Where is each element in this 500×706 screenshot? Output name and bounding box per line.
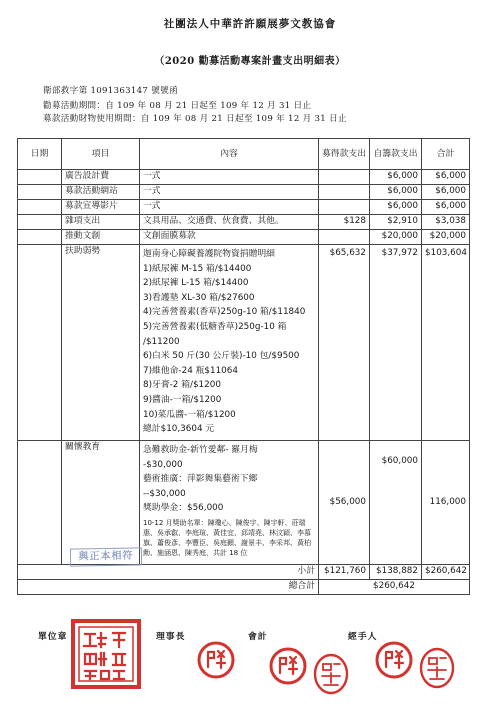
cell-total: $6,000 [422, 170, 470, 185]
care-line: 藝術推廣：萍影舞集藝術下鄉 [143, 474, 258, 485]
unit-seal-label: 單位章 [38, 632, 68, 642]
aid-line: 2)紙尿褲 L-15 箱/$14400 [143, 278, 249, 289]
subtotal-label: 小計 [18, 565, 319, 580]
cell-self: $6,000 [370, 200, 422, 215]
cell-total: $20,000 [422, 230, 470, 245]
care-line: --$30,000 [143, 488, 186, 499]
care-line: 急難救助金-新竹愛鄰- 羅月梅 [143, 445, 258, 455]
table-row [18, 215, 470, 230]
org-title: 社團法人中華許許願展夢文教協會 [163, 18, 337, 30]
cell-item: 雜項支出 [62, 215, 140, 230]
table-row-aid [18, 245, 470, 441]
cell-total: $103,604 [422, 245, 470, 441]
cell-raised [319, 170, 370, 185]
aid-line: 總計$10,3604 元 [143, 424, 215, 435]
aid-line: /$11200 [143, 336, 180, 347]
cell-total: 116,000 [422, 441, 470, 565]
cell-raised: $128 [319, 215, 370, 230]
aid-line: 5)完善營養素(低糖香草)250g-10 箱 [143, 321, 287, 332]
col-total: 合計 [422, 139, 470, 170]
cell-content: 文具用品、交通費、伙食費、其他。 [140, 215, 319, 230]
aid-line: 4)完善營養素(香草)250g-10 箱/$11840 [143, 307, 306, 318]
grand-total-label: 總合計 [18, 580, 319, 595]
director-seal [196, 640, 236, 680]
cell-content: 一式 [140, 170, 319, 185]
cell-date [18, 170, 62, 185]
table-row [18, 200, 470, 215]
report-subtitle: （2020 勸募活動專案計畫支出明細表） [154, 56, 346, 67]
care-line: 獎助學金：$56,000 [143, 503, 224, 514]
cell-total: $6,000 [422, 200, 470, 215]
director-label: 理事長 [156, 632, 186, 642]
col-date: 日期 [18, 139, 62, 170]
accountant-label: 會計 [248, 632, 268, 642]
grand-total-value: $260,642 [319, 580, 470, 595]
cell-self: $37,972 [370, 245, 422, 441]
cell-date [18, 245, 62, 441]
aid-line: 1)紙尿褲 M-15 箱/$14400 [143, 263, 252, 274]
fundraising-period: 勸募活動期間：自 109 年 08 月 21 日起至 109 年 12 月 31 日止 [43, 101, 312, 111]
unit-seal [70, 618, 142, 690]
handler-seal [374, 640, 414, 680]
cell-raised [319, 200, 370, 215]
cell-date [18, 230, 62, 245]
scholarship-note: 10-12 月獎助名單：陳瓊心、陳俊宇、陳宇軒、莊瑞惠、吳承叡、李庭瑄、黃佳宜、邱靖堯、林汶穎、李慕旗、蕭俊彥、李豐臣、吳庭顥、謝景丰、李采邦、黃柏勳、施涵恩、陳秀庭，共計 18 位 [143, 518, 311, 557]
table-header-row [18, 139, 470, 170]
cell-raised [319, 185, 370, 200]
table-row [18, 185, 470, 200]
aid-line: 6)白米 50 斤(30 公斤裝)-10 包/$9500 [143, 351, 300, 362]
expense-table [17, 138, 470, 595]
col-self: 自籌款支出 [370, 139, 422, 170]
cell-item: 關懷教育 [62, 441, 140, 565]
aid-line: 8)牙膏-2 箱/$1200 [143, 380, 221, 391]
cell-raised: $56,000 [319, 441, 370, 565]
aid-line: 3)看護墊 XL-30 箱/$27600 [143, 292, 255, 303]
cell-content: 一式 [140, 185, 319, 200]
cell-self: $60,000 [370, 441, 422, 565]
cell-self: $6,000 [370, 170, 422, 185]
care-line: -$30,000 [143, 459, 183, 470]
cell-item: 推動文創 [62, 230, 140, 245]
aid-line: 7)維他命-24 瓶$11064 [143, 365, 238, 376]
cell-content: 一式 [140, 200, 319, 215]
cell-self: $6,000 [370, 185, 422, 200]
cell-item: 扶助弱勢 [62, 245, 140, 441]
cell-raised [319, 230, 370, 245]
accountant-seal [268, 646, 308, 686]
grand-total-row [18, 580, 470, 595]
cell-content: 文創面膜募款 [140, 230, 319, 245]
handler-date-stamp [418, 646, 456, 690]
subtotal-raised: $121,760 [319, 565, 370, 580]
table-row [18, 230, 470, 245]
table-row-care [18, 441, 470, 565]
cell-item: 廣告設計費 [62, 170, 140, 185]
subtotal-total: $260,642 [422, 565, 470, 580]
subtotal-self: $138,882 [370, 565, 422, 580]
subtotal-row [18, 565, 470, 580]
cell-total: $6,000 [422, 185, 470, 200]
col-item: 項目 [62, 139, 140, 170]
certified-copy-stamp: 與正本相符 [70, 547, 142, 566]
cell-item: 募款活動網站 [62, 185, 140, 200]
date-stamp [312, 652, 350, 696]
cell-self: $20,000 [370, 230, 422, 245]
aid-line: 10)菜瓜醬-一箱/$1200 [143, 409, 236, 420]
cell-content-care [140, 441, 319, 565]
cell-self: $2,910 [370, 215, 422, 230]
cell-raised: $65,632 [319, 245, 370, 441]
cell-content-aid [140, 245, 319, 441]
cell-total: $3,038 [422, 215, 470, 230]
cell-item: 募款宣導影片 [62, 200, 140, 215]
cell-date [18, 441, 62, 565]
table-row [18, 170, 470, 185]
cell-date [18, 185, 62, 200]
col-raised: 募得款支出 [319, 139, 370, 170]
cell-date [18, 200, 62, 215]
handler-label: 經手人 [348, 632, 378, 642]
aid-line: 9)醬油-一箱/$1200 [143, 394, 222, 405]
usage-period: 募款活動財物使用期間：自 109 年 08 月 21 日起至 109 年 12 月 31 日止 [43, 114, 347, 124]
aid-line: 迦南身心障礙養護院物資捐贈明細 [143, 249, 275, 259]
cell-date [18, 215, 62, 230]
col-content: 內容 [140, 139, 319, 170]
permit-number: 衛部救字第 1091363147 號號函 [43, 86, 178, 96]
